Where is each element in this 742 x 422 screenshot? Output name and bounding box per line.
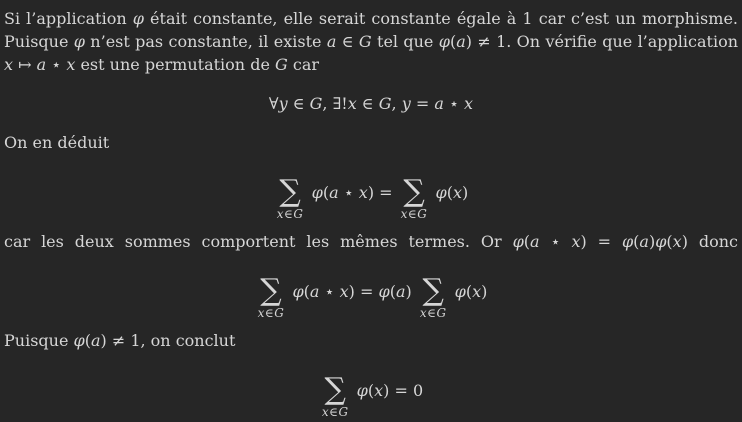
text-token: ) ≠ 1, on conclut	[100, 331, 236, 350]
text-token: (	[84, 331, 91, 350]
text-token: ) =	[580, 232, 622, 251]
text-token: (	[446, 182, 453, 202]
math-token: a	[456, 32, 466, 51]
math-token: a	[36, 55, 47, 74]
equation-sum-zero	[4, 368, 738, 419]
paragraph-conclusion-intro	[4, 329, 738, 352]
math-token: x	[4, 55, 14, 74]
text-token: ) =	[348, 281, 379, 301]
text-token: donc	[687, 232, 738, 251]
sum-index-label: x∈G	[257, 306, 285, 320]
math-token: G	[378, 94, 392, 113]
text-token: ∈	[356, 94, 379, 113]
math-token: x	[358, 182, 368, 202]
math-token: x	[571, 232, 581, 251]
text-token: ⋆	[319, 281, 340, 301]
text-token: Puisque	[4, 331, 74, 350]
text-token: était constante, elle serait constante égale à 1 car c’est un morphisme. Puisque	[4, 9, 738, 51]
text-token: ∈	[336, 32, 359, 51]
text-token: )	[648, 232, 656, 251]
text-token: (	[666, 232, 673, 251]
math-token: x	[339, 281, 349, 301]
paragraph-deduction	[4, 131, 738, 154]
text-token: ⋆	[46, 55, 67, 74]
text-token: On en déduit	[4, 133, 110, 152]
text-token: (	[367, 380, 375, 400]
math-token: x	[672, 232, 682, 251]
math-token: φ	[454, 281, 466, 301]
math-token: y	[278, 94, 288, 113]
math-token: G	[275, 55, 288, 74]
sum-index-label: x∈G	[276, 207, 304, 221]
text-token: est une permutation de	[75, 55, 275, 74]
math-token: a	[309, 281, 320, 301]
math-token: φ	[311, 182, 323, 202]
math-token: a	[530, 232, 540, 251]
text-token: tel que	[371, 32, 439, 51]
text-token: )	[681, 232, 688, 251]
text-token: car	[287, 55, 320, 74]
math-token: φ	[438, 32, 450, 51]
sigma-icon: ∑	[403, 174, 425, 209]
math-token: φ	[132, 9, 144, 28]
math-token: a	[326, 32, 337, 51]
math-token: a	[329, 182, 339, 202]
math-token: G	[309, 94, 323, 113]
text-token: ∀	[268, 94, 279, 113]
text-token: ↦	[13, 55, 37, 74]
math-token: x	[66, 55, 76, 74]
math-token: φ	[378, 281, 390, 301]
text-token: ⋆	[338, 182, 359, 202]
sigma-icon: ∑	[260, 273, 282, 308]
math-token: φ	[435, 182, 447, 202]
math-token: φ	[356, 380, 368, 400]
equation-sum-factorized	[4, 269, 738, 320]
text-token: ) ≠ 1. On vérifie que l’application	[465, 32, 739, 51]
paragraph-intro	[4, 7, 738, 76]
text-token: (	[465, 281, 473, 301]
math-token: G	[358, 32, 372, 51]
math-token: φ	[512, 232, 524, 251]
text-token: Si l’application	[4, 9, 133, 28]
text-token: (	[449, 32, 457, 51]
text-token: ) = 0	[383, 380, 424, 400]
sum-index-label: x∈G	[400, 207, 428, 221]
text-token: (	[303, 281, 310, 301]
math-token: x	[472, 281, 482, 301]
equation-permutation-condition	[4, 92, 738, 115]
text-token: ∈	[287, 94, 310, 113]
text-token: ⋆	[443, 94, 465, 113]
summation-operator	[419, 273, 447, 320]
math-token: x	[347, 94, 357, 113]
text-token: n’est pas constante, il existe	[84, 32, 327, 51]
math-token: a	[90, 331, 101, 350]
equation-sum-equality	[4, 170, 738, 221]
math-token: a	[395, 281, 406, 301]
math-token: y	[401, 94, 411, 113]
text-token: car les deux sommes comportent les mêmes termes. Or	[4, 232, 513, 251]
math-token: φ	[73, 331, 85, 350]
sum-index-label: x∈G	[419, 306, 447, 320]
math-token: x	[374, 380, 384, 400]
text-token: , ∃!	[322, 94, 348, 113]
math-token: φ	[73, 32, 85, 51]
text-token: =	[410, 94, 435, 113]
summation-operator	[400, 174, 428, 221]
sigma-icon: ∑	[324, 372, 346, 407]
sigma-icon: ∑	[279, 174, 301, 209]
summation-operator	[257, 273, 285, 320]
math-token: x	[464, 94, 474, 113]
sigma-icon: ∑	[422, 273, 444, 308]
text-token: (	[633, 232, 640, 251]
math-token: a	[434, 94, 444, 113]
text-token: )	[481, 281, 488, 301]
text-token: (	[322, 182, 330, 202]
paragraph-same-terms	[4, 230, 738, 253]
text-token: ⋆	[539, 232, 572, 251]
text-token: ) =	[367, 182, 398, 202]
text-token: )	[405, 281, 417, 301]
math-token: a	[639, 232, 649, 251]
summation-operator	[321, 372, 349, 419]
sum-index-label: x∈G	[321, 405, 349, 419]
text-token: )	[461, 182, 469, 202]
math-token: φ	[655, 232, 667, 251]
text-token: ,	[391, 94, 402, 113]
summation-operator	[276, 174, 304, 221]
math-token: x	[452, 182, 462, 202]
math-token: φ	[621, 232, 634, 251]
math-token: φ	[292, 281, 304, 301]
text-token: (	[389, 281, 396, 301]
text-token: (	[523, 232, 531, 251]
